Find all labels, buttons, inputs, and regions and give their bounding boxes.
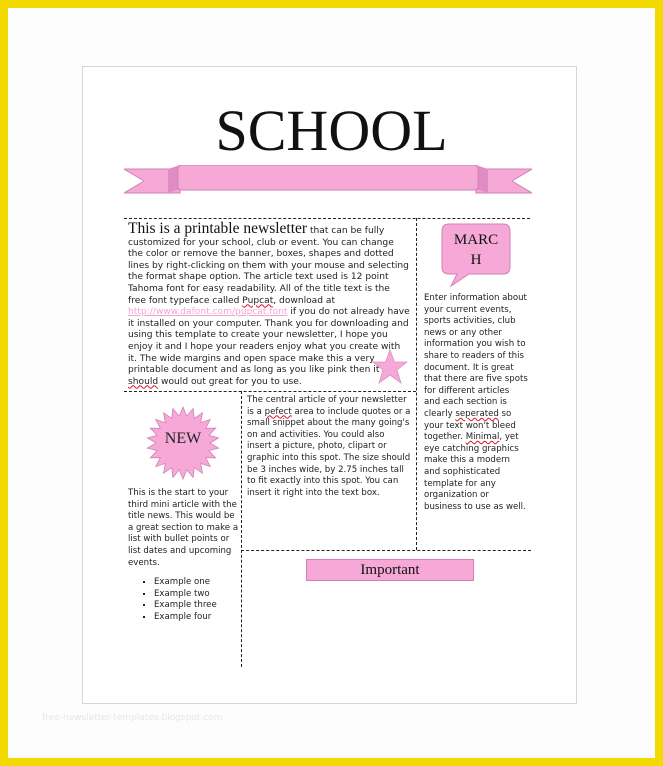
right-article: Enter information about your current events, sports activities, club news or any other information you wish to share to readers of this document. It is great that there are five spots for different articles and each section is clearly seperated so your text won't bleed together. Minimal, yet eye catching graphics make this a modern and sophisticated template for any organization or business to use as well. [424,293,528,512]
main-article-headline: This is a printable newsletter [128,220,308,237]
divider-bottom [241,550,531,551]
list-item: ▪ Example four [154,612,240,624]
watermark: free-newsletter-templates.blogspot.com [42,713,223,723]
divider-left-column [241,391,242,667]
pink-ribbon-banner [124,165,532,199]
divider-middle [124,391,416,392]
divider-right-column [416,218,417,550]
dafont-link[interactable]: http://www.dafont.com/pupcat.font [128,307,288,318]
list-item: ▪ Example two [154,589,240,601]
important-heading-box: Important [306,559,474,581]
newsletter-title: SCHOOL [215,98,448,163]
speech-bubble-label: MARC H [453,232,499,268]
divider-top [124,218,530,219]
central-article: The central article of your newsletter is a pefect area to include quotes or a small snippet about the many going's on and activities. You could also insert a picture, photo, clipart or graphic into this spot. The size should be 3 inches wide, by 2.75 inches tall to fit exactly into this spot. You can insert it right into the text box. [247,395,411,498]
third-article: This is the start to your third mini article with the title news. This would be a great section to make a list with bullet points or list dates and upcoming events. ▪ Example one ▪ Example two ▪ Example three ▪ Example four [128,488,240,624]
main-article: This is a printable newsletter that can be fully customized for your school, club or event. You can change the color or remove the banner, boxes, shapes and dotted lines by right-clicking on them with your mouse and selecting the format shape option. The article text used is 12 point Tahoma font for easy readability. All of the title text is the free font typeface called Pupcat, download at http://www.dafont.com/pupcat.font if you do not already have it installed on your computer. Thank you for downloading and using this template to create your newsletter, I hope you enjoy it and I hope your readers enjoy what you create with it. The wide margins and open space make this a very printable document and as long as you like pink then it should would out great for you to use. [128,220,410,387]
starburst-label: NEW [164,430,202,447]
pupcat-word: Pupcat [242,295,274,306]
list-item: ▪ Example one [154,577,240,589]
pink-star-icon [372,349,408,385]
example-list [128,577,240,623]
list-item: ▪ Example three [154,600,240,612]
